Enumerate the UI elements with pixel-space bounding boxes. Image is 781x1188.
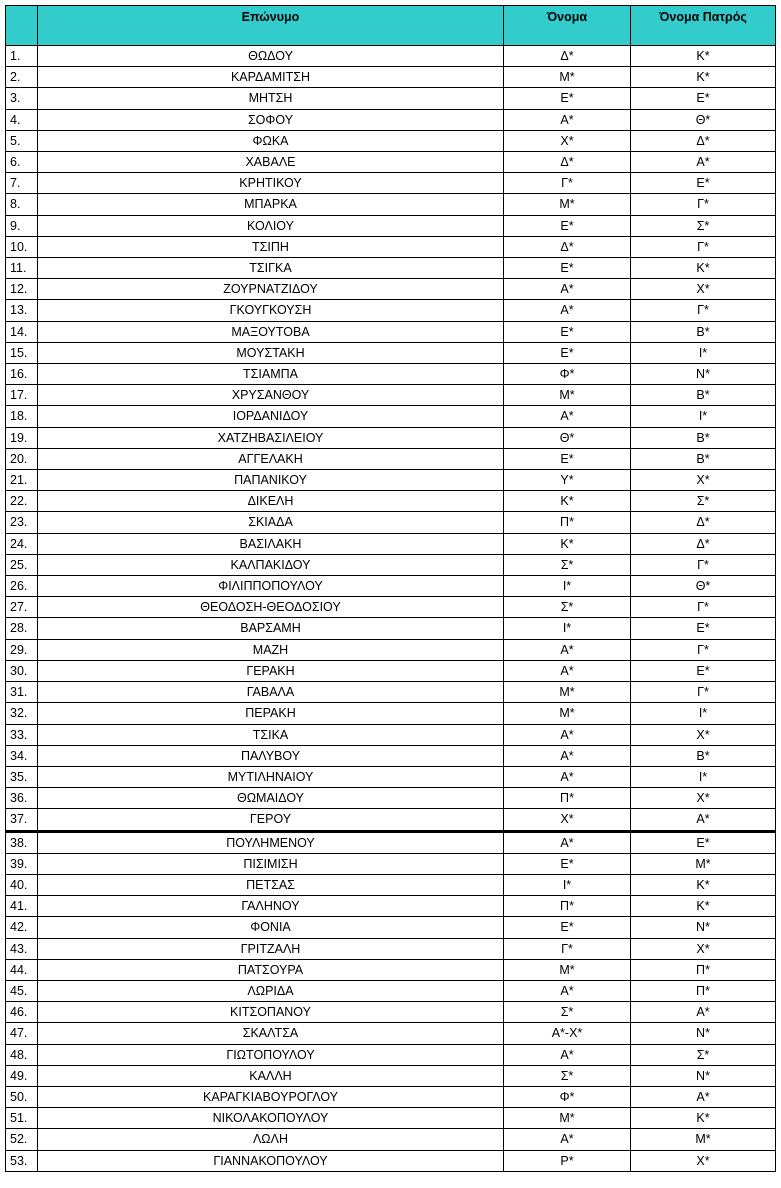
row-father-name: Γ* — [631, 194, 776, 215]
row-surname: ΠΟΥΛΗΜΕΝΟΥ — [38, 831, 504, 853]
row-number: 32. — [6, 703, 38, 724]
table-row — [6, 831, 776, 853]
row-number: 31. — [6, 682, 38, 703]
row-father-name: Δ* — [631, 512, 776, 533]
table-row — [6, 1023, 776, 1044]
row-number: 29. — [6, 639, 38, 660]
row-father-name: Μ* — [631, 853, 776, 874]
row-surname: ΓΙΩΤΟΠΟΥΛΟΥ — [38, 1044, 504, 1065]
row-surname: ΑΓΓΕΛΑΚΗ — [38, 448, 504, 469]
row-surname: ΚΑΛΠΑΚΙΔΟΥ — [38, 554, 504, 575]
row-number: 2. — [6, 67, 38, 88]
row-number: 3. — [6, 88, 38, 109]
table-row — [6, 980, 776, 1001]
table-row — [6, 682, 776, 703]
table-row — [6, 88, 776, 109]
row-number: 36. — [6, 788, 38, 809]
row-name: Α* — [504, 1044, 631, 1065]
row-father-name: Ι* — [631, 703, 776, 724]
row-number: 52. — [6, 1129, 38, 1150]
row-father-name: Χ* — [631, 788, 776, 809]
row-surname: ΤΣΙΑΜΠΑ — [38, 364, 504, 385]
table-row — [6, 173, 776, 194]
table-row — [6, 938, 776, 959]
table-row — [6, 46, 776, 67]
row-father-name: Ι* — [631, 406, 776, 427]
row-surname: ΚΙΤΣΟΠΑΝΟΥ — [38, 1002, 504, 1023]
row-surname: ΓΕΡΑΚΗ — [38, 660, 504, 681]
table-row — [6, 874, 776, 895]
row-name: Δ* — [504, 46, 631, 67]
row-name: Γ* — [504, 173, 631, 194]
row-number: 25. — [6, 554, 38, 575]
row-name: Α* — [504, 406, 631, 427]
row-name: Μ* — [504, 67, 631, 88]
row-father-name: Β* — [631, 745, 776, 766]
row-father-name: Π* — [631, 959, 776, 980]
table-row — [6, 533, 776, 554]
row-number: 10. — [6, 236, 38, 257]
row-name: Γ* — [504, 938, 631, 959]
table-row — [6, 1108, 776, 1129]
row-father-name: Κ* — [631, 46, 776, 67]
row-surname: ΖΟΥΡΝΑΤΖΙΔΟΥ — [38, 279, 504, 300]
row-father-name: Α* — [631, 1002, 776, 1023]
row-name: Σ* — [504, 597, 631, 618]
row-name: Ε* — [504, 342, 631, 363]
row-surname: ΓΡΙΤΖΑΛΗ — [38, 938, 504, 959]
table-row — [6, 448, 776, 469]
table-row — [6, 491, 776, 512]
row-surname: ΒΑΣΙΛΑΚΗ — [38, 533, 504, 554]
row-name: Σ* — [504, 554, 631, 575]
row-father-name: Γ* — [631, 682, 776, 703]
row-name: Α* — [504, 1129, 631, 1150]
table-row — [6, 703, 776, 724]
row-father-name: Ε* — [631, 173, 776, 194]
row-father-name: Δ* — [631, 533, 776, 554]
row-number: 48. — [6, 1044, 38, 1065]
row-surname: ΓΑΛΗΝΟΥ — [38, 896, 504, 917]
row-surname: ΛΩΡΙΔΑ — [38, 980, 504, 1001]
row-surname: ΠΙΣΙΜΙΣΗ — [38, 853, 504, 874]
row-name: Ι* — [504, 576, 631, 597]
row-number: 26. — [6, 576, 38, 597]
row-surname: ΚΟΛΙΟΥ — [38, 215, 504, 236]
row-surname: ΜΑΞΟΥΤΟΒΑ — [38, 321, 504, 342]
table-row — [6, 258, 776, 279]
row-name: Α* — [504, 660, 631, 681]
row-name: Π* — [504, 512, 631, 533]
table-row — [6, 67, 776, 88]
header-number — [6, 6, 38, 46]
table-row — [6, 1129, 776, 1150]
row-number: 35. — [6, 766, 38, 787]
table-row — [6, 660, 776, 681]
table-row — [6, 152, 776, 173]
table-row — [6, 1065, 776, 1086]
row-number: 38. — [6, 831, 38, 853]
row-number: 6. — [6, 152, 38, 173]
header-surname: Επώνυμο — [38, 6, 504, 46]
row-number: 28. — [6, 618, 38, 639]
row-number: 17. — [6, 385, 38, 406]
row-surname: ΔΙΚΕΛΗ — [38, 491, 504, 512]
row-name: Δ* — [504, 236, 631, 257]
table-row — [6, 745, 776, 766]
row-name: Π* — [504, 896, 631, 917]
table-row — [6, 618, 776, 639]
row-name: Θ* — [504, 427, 631, 448]
row-number: 13. — [6, 300, 38, 321]
row-surname: ΜΠΑΡΚΑ — [38, 194, 504, 215]
row-surname: ΠΑΤΣΟΥΡΑ — [38, 959, 504, 980]
table-row — [6, 406, 776, 427]
row-name: Α* — [504, 300, 631, 321]
row-surname: ΓΙΑΝΝΑΚΟΠΟΥΛΟΥ — [38, 1150, 504, 1171]
row-father-name: Α* — [631, 1086, 776, 1107]
row-number: 14. — [6, 321, 38, 342]
table-row — [6, 766, 776, 787]
row-name: Ε* — [504, 258, 631, 279]
row-name: Κ* — [504, 491, 631, 512]
table-row — [6, 917, 776, 938]
row-father-name: Γ* — [631, 236, 776, 257]
table-row — [6, 470, 776, 491]
table-row — [6, 959, 776, 980]
row-surname: ΚΑΡΑΓΚΙΑΒΟΥΡΟΓΛΟΥ — [38, 1086, 504, 1107]
row-surname: ΚΑΛΛΗ — [38, 1065, 504, 1086]
row-father-name: Ε* — [631, 831, 776, 853]
row-number: 23. — [6, 512, 38, 533]
row-name: Φ* — [504, 1086, 631, 1107]
table-row — [6, 809, 776, 831]
table-row — [6, 342, 776, 363]
row-name: Α* — [504, 109, 631, 130]
row-surname: ΜΗΤΣΗ — [38, 88, 504, 109]
row-name: Μ* — [504, 194, 631, 215]
row-father-name: Κ* — [631, 874, 776, 895]
row-number: 53. — [6, 1150, 38, 1171]
row-number: 24. — [6, 533, 38, 554]
row-number: 4. — [6, 109, 38, 130]
row-surname: ΘΕΟΔΟΣΗ-ΘΕΟΔΟΣΙΟΥ — [38, 597, 504, 618]
row-number: 7. — [6, 173, 38, 194]
table-row — [6, 109, 776, 130]
row-surname: ΣΚΑΛΤΣΑ — [38, 1023, 504, 1044]
row-number: 19. — [6, 427, 38, 448]
row-father-name: Β* — [631, 448, 776, 469]
row-number: 44. — [6, 959, 38, 980]
row-number: 41. — [6, 896, 38, 917]
row-surname: ΠΕΤΣΑΣ — [38, 874, 504, 895]
row-number: 22. — [6, 491, 38, 512]
row-number: 34. — [6, 745, 38, 766]
row-surname: ΛΩΛΗ — [38, 1129, 504, 1150]
row-number: 47. — [6, 1023, 38, 1044]
row-number: 1. — [6, 46, 38, 67]
row-father-name: Χ* — [631, 470, 776, 491]
row-surname: ΓΚΟΥΓΚΟΥΣΗ — [38, 300, 504, 321]
row-name: Χ* — [504, 130, 631, 151]
row-name: Α* — [504, 980, 631, 1001]
row-surname: ΧΡΥΣΑΝΘΟΥ — [38, 385, 504, 406]
row-father-name: Μ* — [631, 1129, 776, 1150]
row-surname: ΓΕΡΟΥ — [38, 809, 504, 831]
table-row — [6, 1150, 776, 1171]
row-father-name: Σ* — [631, 491, 776, 512]
row-surname: ΘΩΜΑΙΔΟΥ — [38, 788, 504, 809]
row-name: Μ* — [504, 385, 631, 406]
row-surname: ΓΑΒΑΛΑ — [38, 682, 504, 703]
row-name: Μ* — [504, 703, 631, 724]
table-row — [6, 130, 776, 151]
row-father-name: Ν* — [631, 364, 776, 385]
row-number: 30. — [6, 660, 38, 681]
row-name: Α* — [504, 766, 631, 787]
row-name: Α* — [504, 724, 631, 745]
row-father-name: Α* — [631, 152, 776, 173]
row-father-name: Ν* — [631, 1023, 776, 1044]
table-row — [6, 576, 776, 597]
row-father-name: Ε* — [631, 88, 776, 109]
row-number: 39. — [6, 853, 38, 874]
table-row — [6, 215, 776, 236]
row-name: Ε* — [504, 917, 631, 938]
table-row — [6, 788, 776, 809]
row-surname: ΧΑΤΖΗΒΑΣΙΛΕΙΟΥ — [38, 427, 504, 448]
row-surname: ΘΩΔΟΥ — [38, 46, 504, 67]
row-number: 9. — [6, 215, 38, 236]
row-surname: ΙΟΡΔΑΝΙΔΟΥ — [38, 406, 504, 427]
row-surname: ΠΕΡΑΚΗ — [38, 703, 504, 724]
row-name: Μ* — [504, 682, 631, 703]
row-father-name: Κ* — [631, 896, 776, 917]
row-number: 49. — [6, 1065, 38, 1086]
row-number: 33. — [6, 724, 38, 745]
row-father-name: Ν* — [631, 1065, 776, 1086]
row-number: 50. — [6, 1086, 38, 1107]
row-name: Ε* — [504, 448, 631, 469]
table-row — [6, 321, 776, 342]
header-father-name: Όνομα Πατρός — [631, 6, 776, 46]
table-row — [6, 597, 776, 618]
row-name: Ε* — [504, 215, 631, 236]
row-father-name: Θ* — [631, 576, 776, 597]
row-name: Ε* — [504, 88, 631, 109]
row-number: 18. — [6, 406, 38, 427]
row-number: 40. — [6, 874, 38, 895]
row-name: Σ* — [504, 1065, 631, 1086]
row-surname: ΣΟΦΟΥ — [38, 109, 504, 130]
row-father-name: Ε* — [631, 660, 776, 681]
row-father-name: Ε* — [631, 618, 776, 639]
row-name: Ε* — [504, 321, 631, 342]
row-surname: ΚΑΡΔΑΜΙΤΣΗ — [38, 67, 504, 88]
table-row — [6, 896, 776, 917]
row-father-name: Σ* — [631, 1044, 776, 1065]
row-name: Α* — [504, 639, 631, 660]
row-father-name: Σ* — [631, 215, 776, 236]
table-row — [6, 279, 776, 300]
table-row — [6, 554, 776, 575]
row-surname: ΣΚΙΑΔΑ — [38, 512, 504, 533]
row-name: Π* — [504, 788, 631, 809]
row-father-name: Κ* — [631, 258, 776, 279]
row-number: 51. — [6, 1108, 38, 1129]
row-father-name: Χ* — [631, 938, 776, 959]
table-body — [6, 46, 776, 1172]
table-row — [6, 236, 776, 257]
row-surname: ΠΑΛΥΒΟΥ — [38, 745, 504, 766]
row-name: Δ* — [504, 152, 631, 173]
row-surname: ΦΙΛΙΠΠΟΠΟΥΛΟΥ — [38, 576, 504, 597]
row-father-name: Δ* — [631, 130, 776, 151]
row-number: 8. — [6, 194, 38, 215]
header-name: Όνομα — [504, 6, 631, 46]
row-father-name: Ν* — [631, 917, 776, 938]
table-row — [6, 724, 776, 745]
row-father-name: Β* — [631, 321, 776, 342]
row-father-name: Γ* — [631, 554, 776, 575]
row-father-name: Γ* — [631, 597, 776, 618]
row-surname: ΦΟΝΙΑ — [38, 917, 504, 938]
row-name: Α* — [504, 279, 631, 300]
header-row — [6, 6, 776, 46]
row-surname: ΤΣΙΓΚΑ — [38, 258, 504, 279]
row-father-name: Γ* — [631, 300, 776, 321]
row-father-name: Γ* — [631, 639, 776, 660]
row-number: 45. — [6, 980, 38, 1001]
names-table — [5, 5, 776, 1172]
row-name: Μ* — [504, 1108, 631, 1129]
row-father-name: Θ* — [631, 109, 776, 130]
row-name: Φ* — [504, 364, 631, 385]
row-name: Α*-Χ* — [504, 1023, 631, 1044]
row-number: 37. — [6, 809, 38, 831]
row-father-name: Α* — [631, 809, 776, 831]
row-father-name: Κ* — [631, 1108, 776, 1129]
row-name: Σ* — [504, 1002, 631, 1023]
row-name: Ι* — [504, 874, 631, 895]
row-father-name: Χ* — [631, 279, 776, 300]
row-father-name: Κ* — [631, 67, 776, 88]
table-row — [6, 385, 776, 406]
table-row — [6, 853, 776, 874]
row-number: 12. — [6, 279, 38, 300]
row-number: 20. — [6, 448, 38, 469]
row-number: 5. — [6, 130, 38, 151]
row-father-name: Ι* — [631, 766, 776, 787]
row-father-name: Β* — [631, 385, 776, 406]
table-row — [6, 1002, 776, 1023]
row-number: 42. — [6, 917, 38, 938]
row-surname: ΜΥΤΙΛΗΝΑΙΟΥ — [38, 766, 504, 787]
row-surname: ΜΟΥΣΤΑΚΗ — [38, 342, 504, 363]
row-number: 21. — [6, 470, 38, 491]
row-name: Υ* — [504, 470, 631, 491]
row-name: Κ* — [504, 533, 631, 554]
row-number: 16. — [6, 364, 38, 385]
row-number: 11. — [6, 258, 38, 279]
row-surname: ΝΙΚΟΛΑΚΟΠΟΥΛΟΥ — [38, 1108, 504, 1129]
row-father-name: Χ* — [631, 724, 776, 745]
table-row — [6, 639, 776, 660]
table-row — [6, 1086, 776, 1107]
row-father-name: Π* — [631, 980, 776, 1001]
row-name: Χ* — [504, 809, 631, 831]
row-surname: ΤΣΙΚΑ — [38, 724, 504, 745]
row-number: 27. — [6, 597, 38, 618]
row-name: Μ* — [504, 959, 631, 980]
row-name: Α* — [504, 831, 631, 853]
table-row — [6, 194, 776, 215]
row-father-name: Ι* — [631, 342, 776, 363]
row-name: Ε* — [504, 853, 631, 874]
table-row — [6, 1044, 776, 1065]
row-number: 43. — [6, 938, 38, 959]
row-surname: ΠΑΠΑΝΙΚΟΥ — [38, 470, 504, 491]
row-father-name: Β* — [631, 427, 776, 448]
table-row — [6, 512, 776, 533]
row-surname: ΧΑΒΑΛΕ — [38, 152, 504, 173]
row-surname: ΜΑΖΗ — [38, 639, 504, 660]
table-row — [6, 427, 776, 448]
row-father-name: Χ* — [631, 1150, 776, 1171]
row-number: 46. — [6, 1002, 38, 1023]
row-name: Ι* — [504, 618, 631, 639]
row-surname: ΤΣΙΠΗ — [38, 236, 504, 257]
row-surname: ΒΑΡΣΑΜΗ — [38, 618, 504, 639]
row-number: 15. — [6, 342, 38, 363]
table-row — [6, 300, 776, 321]
table-row — [6, 364, 776, 385]
row-name: Ρ* — [504, 1150, 631, 1171]
row-name: Α* — [504, 745, 631, 766]
row-surname: ΚΡΗΤΙΚΟΥ — [38, 173, 504, 194]
row-surname: ΦΩΚΑ — [38, 130, 504, 151]
